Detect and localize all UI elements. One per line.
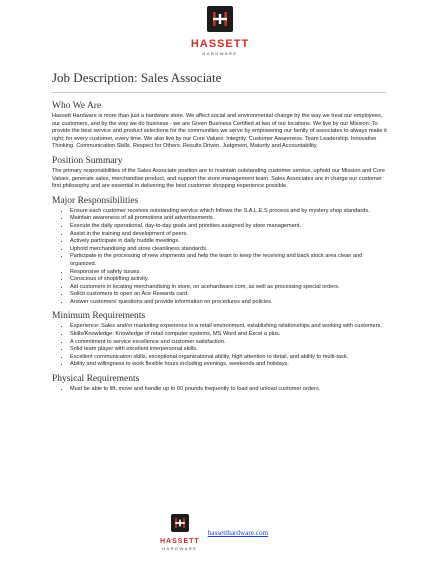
hassett-logo-icon bbox=[207, 6, 233, 32]
title-divider bbox=[52, 92, 386, 93]
footer-logo bbox=[160, 514, 200, 551]
list-item: • Answer customers' questions and provide information on procedures and policies. bbox=[70, 299, 388, 307]
responsibilities-list bbox=[52, 208, 388, 307]
header-logo bbox=[0, 6, 440, 56]
list-item: • Ability and willingness to work flexible hours including evenings, weekends and holidays. bbox=[70, 361, 388, 369]
job-description-body bbox=[52, 101, 388, 399]
list-item: • Participate in the processing of new shipments and help the team to keep the receiving and back stock area clean and organized. bbox=[70, 253, 388, 268]
list-item: • Conscious of shoplifting activity. bbox=[70, 276, 388, 284]
list-item: • A commitment to service excellence and customer satisfaction. bbox=[70, 339, 388, 347]
list-item: • Actively participate in daily huddle meetings. bbox=[70, 238, 388, 246]
brand-sub: HARDWARE bbox=[202, 51, 238, 56]
list-item: • Excellent communication skills, exceptional organizational ability, high attention to detail, and ability to multi-task. bbox=[70, 354, 388, 362]
list-item: • Responsive of safety issues. bbox=[70, 269, 388, 277]
list-item: • Aid customers in locating merchandising in store, on acehardware.com, as well as processing special orders. bbox=[70, 284, 388, 292]
section-heading-minimum: Minimum Requirements bbox=[52, 311, 146, 322]
list-item: • Assist in the training and development of peers. bbox=[70, 231, 388, 239]
section-heading-summary: Position Summary bbox=[52, 155, 123, 166]
page-title: Job Description: Sales Associate bbox=[52, 70, 222, 85]
website-link[interactable]: hassetthardware.com bbox=[207, 528, 269, 537]
section-heading-responsibilities: Major Responsibilities bbox=[52, 195, 139, 206]
list-item: • Solicit customers to open an Ace Rewards card. bbox=[70, 291, 388, 299]
list-item: • Execute the daily operational, day-to-day goals and priorities assigned by store management. bbox=[70, 223, 388, 231]
footer bbox=[160, 514, 268, 551]
list-item: • Experience: Sales and/or marketing experience in a retail environment, establishing relationships and working with customers. bbox=[70, 323, 388, 331]
list-item: • Skills/Knowledge: Knowledge of retail computer systems, MS Word and Excel a plus. bbox=[70, 331, 388, 339]
section-heading-physical: Physical Requirements bbox=[52, 374, 140, 385]
footer-brand-name: HASSETT bbox=[160, 538, 200, 545]
minimum-requirements-list bbox=[52, 323, 388, 369]
physical-requirements-list bbox=[52, 386, 388, 394]
section-heading-who: Who We Are bbox=[52, 101, 102, 111]
list-item: • Ensure each customer receives outstanding service which follows the S.A.L.E.S process and by mystery shop standards. bbox=[70, 208, 388, 216]
brand-name: HASSETT bbox=[190, 38, 250, 50]
who-text: Hassett Hardware is more than just a hardware store. We affect social and environmental change by the way we treat our employees, our customers, and by the way we do business - we are Green Business Certified at two of our locations. We live by our Mission: To provide the best service and product selections for the communities we serve by empowering our family of associates to always make it right; for every customer, every time. We also live by our Core Values: Integrity. Customer Awareness. Team Leadership. Innovative Thinking. Communication Skills. Respect for Others. Results Driven. Judgment, Maturity and Accountability. bbox=[52, 113, 387, 150]
summary-text: The primary responsibilities of the Sales Associate position are to maintain outstanding customer service, uphold our Mission and Core Values, generate sales, merchandise product, and support the store management team. Sales Associates are in charge our customer first philosophy and are essential in delivering the best customer shopping experience possible. bbox=[52, 167, 385, 190]
footer-brand-sub: HARDWARE bbox=[162, 546, 198, 551]
list-item: • Uphold merchandising and store cleanliness standards. bbox=[70, 246, 388, 254]
hassett-logo-icon bbox=[171, 514, 189, 532]
list-item: • Maintain awareness of all promotions and advertisements. bbox=[70, 215, 388, 223]
list-item: • Solid team player with excellent interpersonal skills. bbox=[70, 346, 388, 354]
list-item: • Must be able to lift, move and handle up to 60 pounds frequently to load and unload customer orders. bbox=[70, 386, 388, 394]
